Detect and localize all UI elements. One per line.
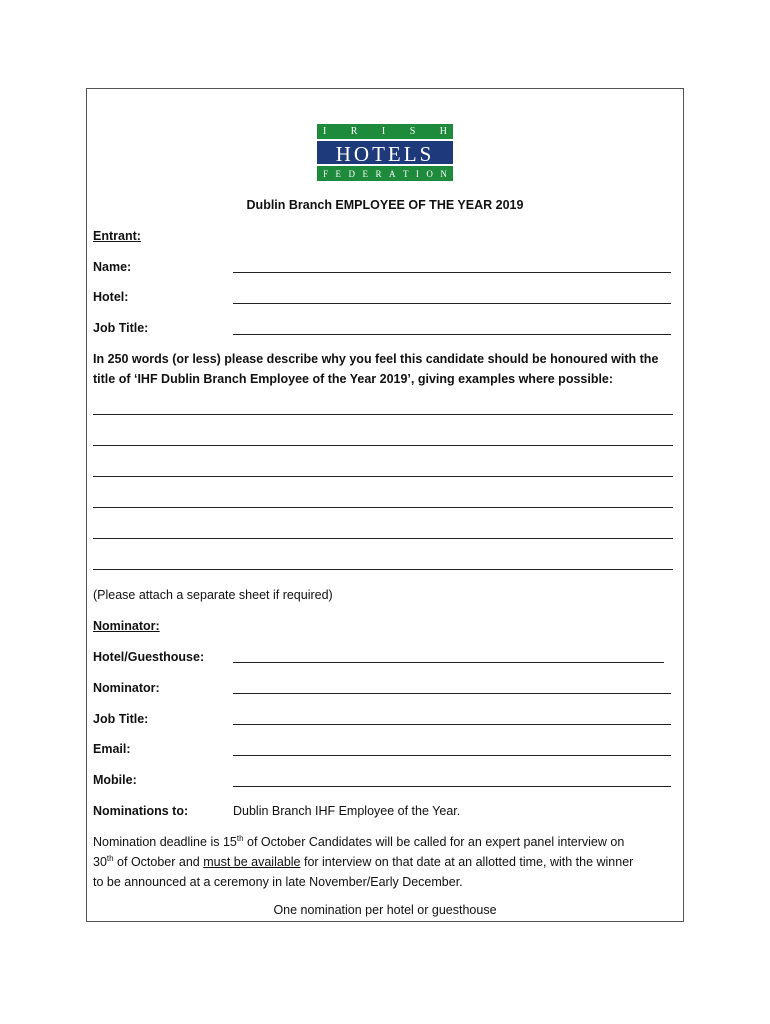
- logo-middle: HOTELS: [317, 139, 453, 166]
- hotel-field[interactable]: [233, 303, 671, 304]
- entrant-heading: Entrant:: [93, 229, 141, 243]
- nominations-label: Nominations to:: [93, 804, 189, 818]
- hotel-label: Hotel:: [93, 290, 129, 304]
- nominator-job-title-field[interactable]: [233, 724, 671, 725]
- mobile-field[interactable]: [233, 786, 671, 787]
- answer-line[interactable]: [93, 538, 673, 539]
- nominator-label: Nominator:: [93, 681, 160, 695]
- answer-line[interactable]: [93, 569, 673, 570]
- attach-note: (Please attach a separate sheet if required): [93, 588, 333, 602]
- guesthouse-field[interactable]: [233, 662, 664, 663]
- answer-line[interactable]: [93, 507, 673, 508]
- email-label: Email:: [93, 742, 131, 756]
- question-line-1: In 250 words (or less) please describe why you feel this candidate should be honoured with the: [93, 352, 659, 366]
- email-field[interactable]: [233, 755, 671, 756]
- guesthouse-label: Hotel/Guesthouse:: [93, 650, 205, 664]
- nominations-value: Dublin Branch IHF Employee of the Year.: [233, 804, 461, 818]
- job-title-label: Job Title:: [93, 321, 149, 335]
- nominator-heading: Nominator:: [93, 619, 160, 633]
- nominator-field[interactable]: [233, 693, 671, 694]
- name-label: Name:: [93, 260, 132, 274]
- question-line-2: title of ‘IHF Dublin Branch Employee of the Year 2019’, giving examples where possible:: [93, 372, 614, 386]
- ihf-logo: [317, 124, 453, 181]
- logo-top-band: I R I S H: [317, 124, 453, 139]
- footer-note: One nomination per hotel or guesthouse: [273, 903, 497, 917]
- name-field[interactable]: [233, 272, 671, 273]
- job-title-field[interactable]: [233, 334, 671, 335]
- mobile-label: Mobile:: [93, 773, 137, 787]
- answer-line[interactable]: [93, 476, 673, 477]
- logo-bottom-band: F E D E R A T I O N: [317, 166, 453, 181]
- deadline-paragraph: Nomination deadline is 15th of October Candidates will be called for an expert panel interview on 30th of October and must be available for interview on that date at an allotted time, with the winner to be announced at a ceremony in late November/Early December.: [93, 833, 634, 889]
- nominator-job-title-label: Job Title:: [93, 712, 149, 726]
- page-title: Dublin Branch EMPLOYEE OF THE YEAR 2019: [246, 198, 524, 212]
- answer-line[interactable]: [93, 445, 673, 446]
- form-border: [86, 88, 684, 922]
- answer-line[interactable]: [93, 414, 673, 415]
